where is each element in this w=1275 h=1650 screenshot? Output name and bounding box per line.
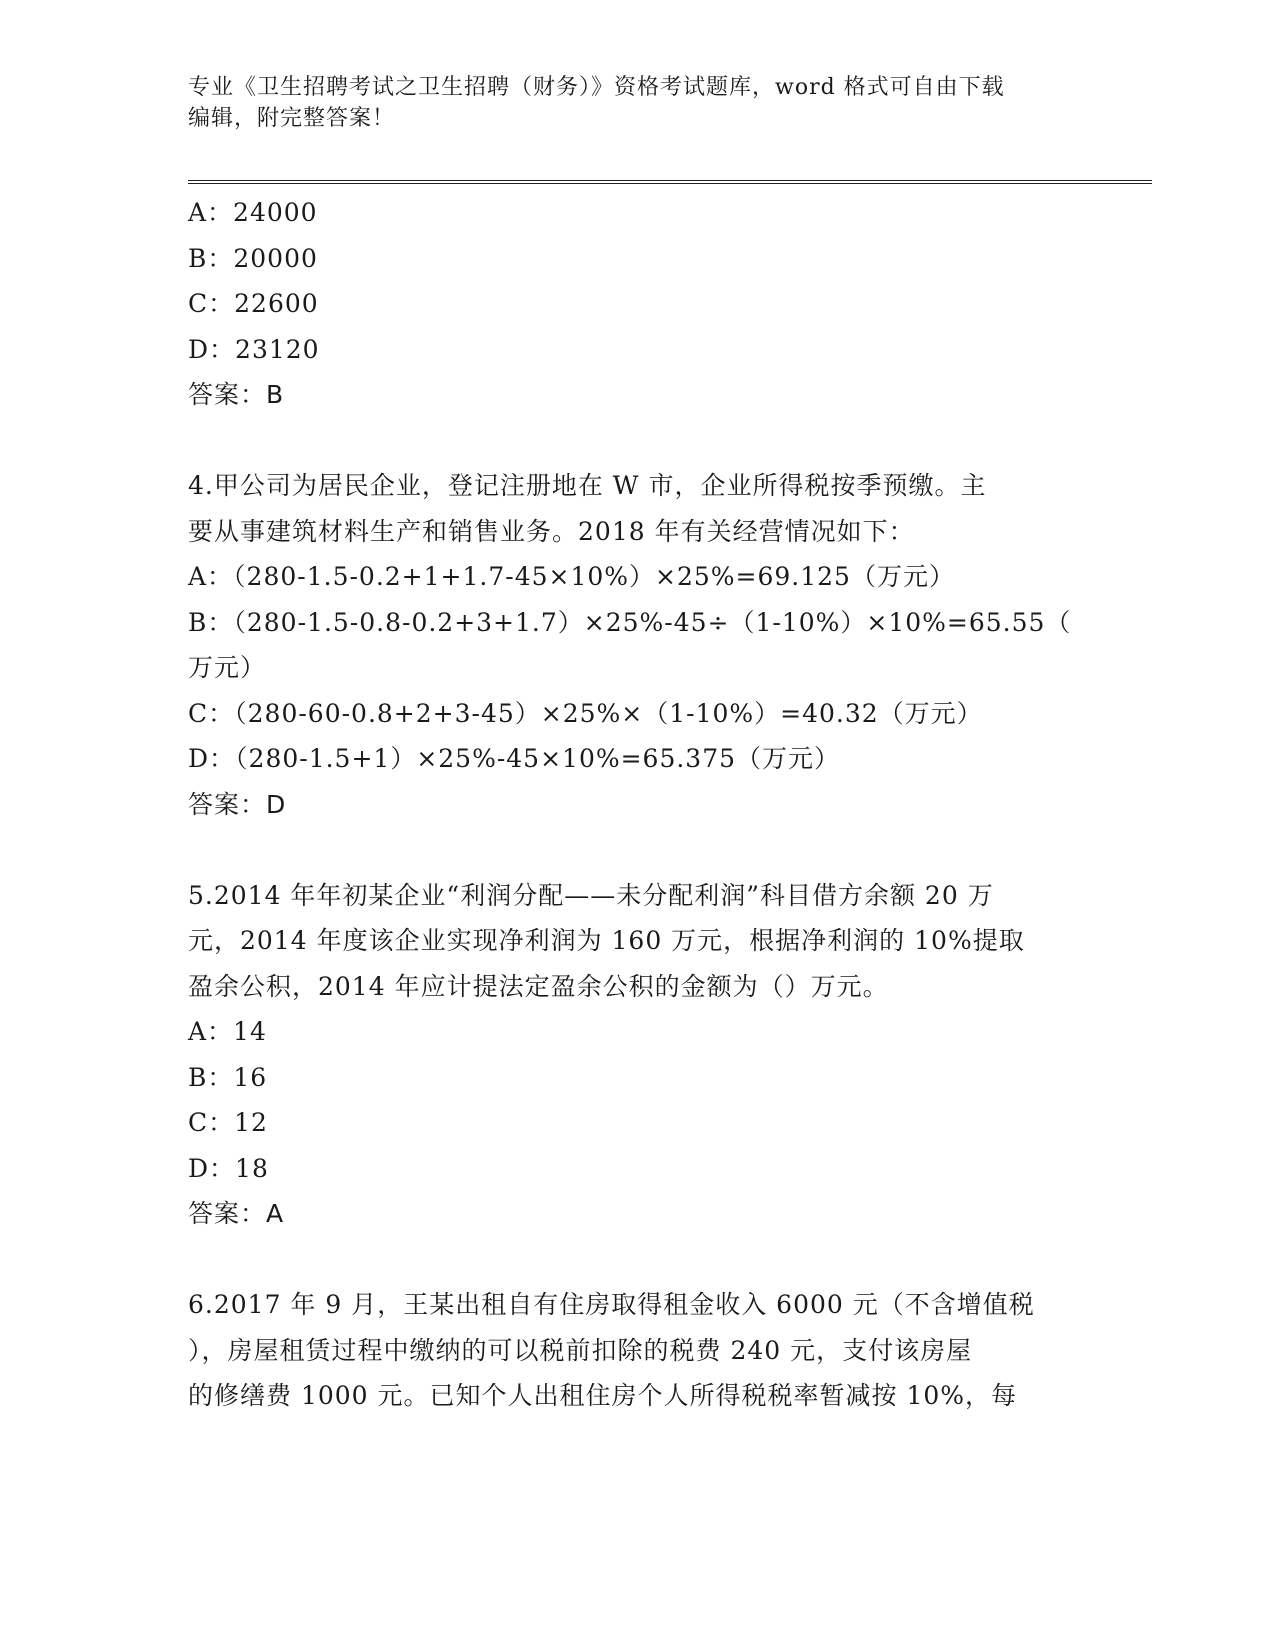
question-block-6: [188, 1282, 1088, 1419]
answer: 答案：D: [188, 789, 287, 819]
answer: 答案：B: [188, 380, 285, 409]
question-block-4: [188, 463, 1088, 827]
question-block-5: [188, 873, 1088, 1237]
option-d: D：18: [188, 1153, 269, 1183]
header-line-1: 专业《卫生招聘考试之卫生招聘（财务）》资格考试题库，word 格式可自由下载: [188, 75, 1005, 100]
header-rule-bottom: [188, 183, 1152, 184]
option-a: A：24000: [188, 198, 318, 227]
question-text: 5.2014 年年初某企业“利润分配——未分配利润”科目借方余额 20 万 元，2014 年度该企业实现净利润为 160 万元，根据净利润的 10%提取 盈余公积，2014 年应计提法定盈余公积的金额为（）万元。: [188, 880, 1025, 1001]
header-line-2: 编辑，附完整答案！: [188, 106, 396, 131]
option-c: C：12: [188, 1108, 268, 1137]
question-block-3: [188, 190, 1088, 418]
option-b: B：（280-1.5-0.8-0.2+3+1.7）×25%-45÷（1-10%）×10%=65.55（ 万元）: [188, 607, 1072, 682]
question-text: 4.甲公司为居民企业，登记注册地在 W 市，企业所得税按季预缴。主 要从事建筑材料生产和销售业务。2018 年有关经营情况如下：: [188, 471, 987, 546]
option-c: C：（280-60-0.8+2+3-45）×25%×（1-10%）=40.32（万元）: [188, 698, 983, 728]
option-b: B：20000: [188, 243, 318, 273]
option-d: D：（280-1.5+1）×25%-45×10%=65.375（万元）: [188, 744, 841, 773]
option-a: A：14: [188, 1017, 267, 1046]
question-text: 6.2017 年 9 月，王某出租自有住房取得租金收入 6000 元（不含增值税 ），房屋租赁过程中缴纳的可以税前扣除的税费 240 元，支付该房屋 的修缮费 1000 元。已知个人出租住房个人所得税税率暂减按 10%，每: [188, 1290, 1035, 1410]
option-c: C：22600: [188, 289, 319, 318]
option-d: D：23120: [188, 334, 320, 364]
answer: 答案：A: [188, 1199, 285, 1228]
option-a: A：（280-1.5-0.2+1+1.7-45×10%）×25%=69.125（万元）: [188, 562, 955, 591]
question-content: [188, 190, 1088, 1419]
option-b: B：16: [188, 1062, 268, 1092]
header-rule-top: [188, 180, 1152, 181]
page-header: [188, 72, 1088, 134]
